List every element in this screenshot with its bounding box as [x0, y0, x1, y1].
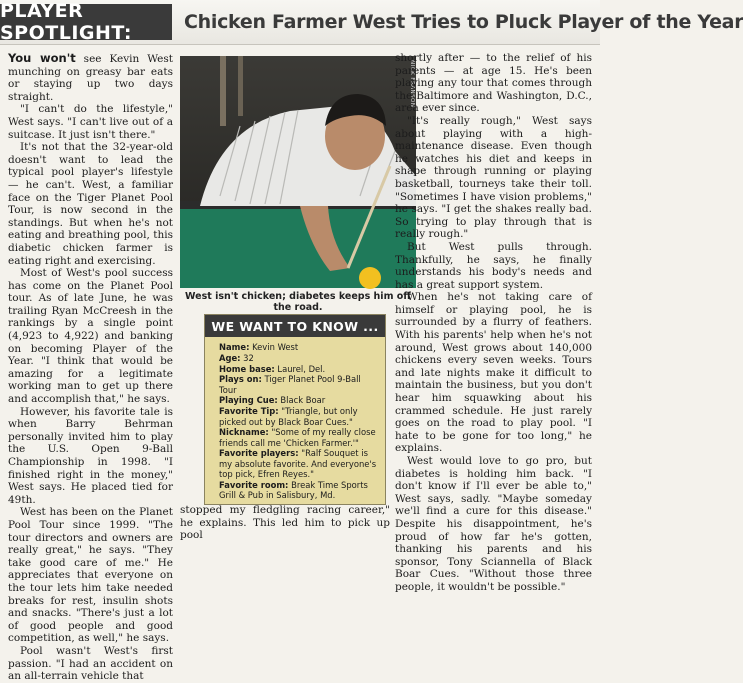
- field-favorite-room: Favorite room: Break Time Sports Grill & Pub in Salisbury, Md.: [219, 479, 368, 501]
- paragraph: shortly after — to the relief of his parents — at age 15. He's been playing any tour that comes through the Baltimore and Washington, D.C., area ever since.: [395, 52, 592, 115]
- article-header: [0, 0, 743, 45]
- paragraph: However, his favorite tale is when Barry Behrman personally invited him to play the U.S. Open 9-Ball Championship in 1998. "I finished right in the money," West says. He placed tied for 49th.: [8, 405, 173, 506]
- field-playing-cue: Playing Cue: Black Boar: [219, 395, 326, 406]
- paragraph: It's not that the 32-year-old doesn't want to lead the typical pool player's lifestyle — he can't. West, a familiar face on the Tiger Planet Pool Tour, is now second in the standings. But when he's not eating and breathing pool, this diabetic chicken farmer is eating right and exercising.: [8, 141, 173, 267]
- profile-sidebar: [204, 314, 386, 505]
- field-name: Name: Kevin West: [219, 342, 299, 352]
- paragraph: But West pulls through. Thankfully, he says, he finally understands his body's needs and has a great support system.: [395, 240, 592, 291]
- paragraph: Most of West's pool success has come on the Planet Pool tour. As of late June, he was trailing Ryan McCreesh in the rankings by a single point (4,923 to 4,922) and banking on becoming Player of the Year. "I think that would be amazing for a legitimate working man to get up there and accomplish that," he says.: [8, 267, 173, 406]
- photo-illustration: [180, 56, 416, 288]
- lead-rest: see Kevin West munching on greasy bar eats or staying up two days straight.: [8, 53, 173, 103]
- lead-paragraph: [8, 52, 173, 103]
- field-favorite-tip: Favorite Tip: "Triangle, but only picked out by Black Boar Cues.": [219, 406, 358, 427]
- paragraph: "I can't do the lifestyle," West says. "I can't live out of a suitcase. It just isn't there.": [8, 103, 173, 141]
- paragraph: When he's not taking care of himself or playing pool, he is surrounded by a flurry of feathers. With his parents' help when he's not around, West grows about 140,000 chickens every seven weeks. Tours and late nights make it difficult to maintain the business, but you don't hear him squawking about his crammed schedule. He just rarely goes on the road to play pool. "I hate to be gone for too long," he explains.: [395, 291, 592, 455]
- paragraph: stopped my fledgling racing career," he explains. This led him to pick up pool: [180, 504, 390, 542]
- field-plays-on: Plays on: Tiger Planet Pool 9-Ball Tour: [219, 374, 361, 395]
- sidebar-body: [205, 337, 385, 500]
- article-column-right: [395, 52, 592, 593]
- article-column-left: [8, 51, 173, 683]
- article-column-middle: [180, 504, 390, 542]
- paragraph: "It's really rough," West says about playing with a high-maintenance disease. Even though he watches his diet and keeps in shape through running or playing basketball, tourneys take their toll. "Sometimes I have vision problems," he says. "I get the shakes really bad. So trying to play through that is really rough.": [395, 114, 592, 241]
- paragraph: West has been on the Planet Pool Tour since 1999. "The tour directors and owners are really great," he says. "They take good care of me." He appreciates that everyone on the tour lets him take needed breaks for rest, insulin shots and snacks. "There's just a lot of good people and good competition, as well," he says.: [8, 506, 173, 645]
- field-nickname: Nickname: "Some of my really close friends call me 'Chicken Farmer.'": [219, 427, 376, 448]
- sidebar-title: WE WANT TO KNOW ...: [205, 315, 385, 337]
- paragraph: West would love to go pro, but diabetes is holding him back. "I don't know if I'll ever be able to," West says, sadly. "Maybe someday we'll find a cure for this disease." Despite his disappointment, he's proud of how far he's gotten, thanking his parents and his sponsor, Tony Sciannella of Black Boar Cues. "Without those three people, it wouldn't be possible.": [395, 455, 592, 593]
- field-favorite-players: Favorite players: "Ralf Souquet is my absolute favorite. And everyone's top pick, Efren Reyes.": [219, 448, 377, 480]
- photo-caption: West isn't chicken; diabetes keeps him off the road.: [185, 291, 411, 313]
- field-age: Age: 32: [219, 352, 254, 363]
- section-tag: PLAYER SPOTLIGHT:: [0, 4, 172, 40]
- lead-words: You won't: [8, 51, 76, 65]
- field-home-base: Home base: Laurel, Del.: [219, 363, 326, 374]
- photo-credit: NICK FRANSON: [409, 60, 415, 108]
- headline: Chicken Farmer West Tries to Pluck Player of the Year: [184, 11, 743, 33]
- paragraph: Pool wasn't West's first passion. "I had an accident on an all-terrain vehicle that: [8, 644, 173, 683]
- player-photo: [180, 56, 416, 288]
